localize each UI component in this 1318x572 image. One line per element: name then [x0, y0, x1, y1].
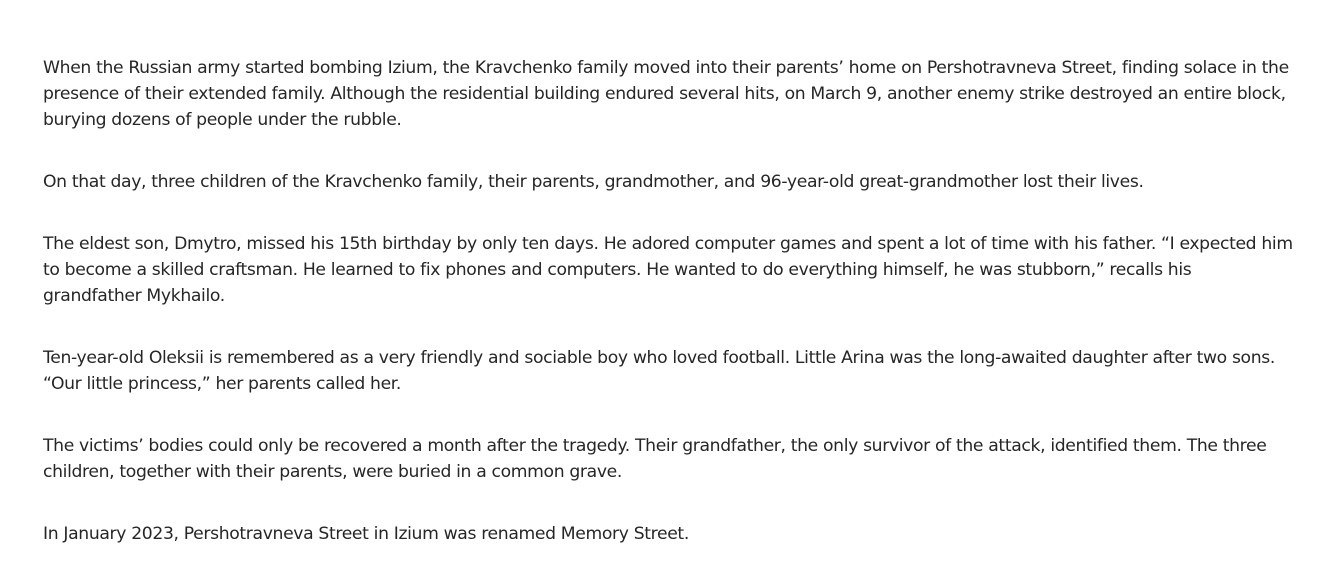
- article-paragraph-6: In January 2023, Pershotravneva Street in Izium was renamed Memory Street.: [43, 524, 689, 544]
- article-paragraph-5: The victims’ bodies could only be recovered a month after the tragedy. Their grandfather, the only survivor of the attack, identified them. The three children, together with their parents, were buried in a common grave.: [43, 436, 1267, 482]
- article-paragraph-4: Ten-year-old Oleksii is remembered as a very friendly and sociable boy who loved football. Little Arina was the long-awaited daughter after two sons. “Our little princess,” her parents called her.: [43, 348, 1275, 394]
- article-paragraph-2: On that day, three children of the Kravchenko family, their parents, grandmother, and 96-year-old great-grandmother lost their lives.: [43, 172, 1144, 192]
- article-paragraph-1: When the Russian army started bombing Izium, the Kravchenko family moved into their parents’ home on Pershotravneva Street, finding solace in the presence of their extended family. Although the residential building endured several hits, on March 9, another enemy strike destroyed an entire block, burying dozens of people under the rubble.: [43, 58, 1289, 130]
- article-paragraph-3: The eldest son, Dmytro, missed his 15th birthday by only ten days. He adored computer games and spent a lot of time with his father. “I expected him to become a skilled craftsman. He learned to fix phones and computers. He wanted to do everything himself, he was stubborn,” recalls his grandfather Mykhailo.: [43, 234, 1293, 306]
- article-body: [43, 55, 1293, 547]
